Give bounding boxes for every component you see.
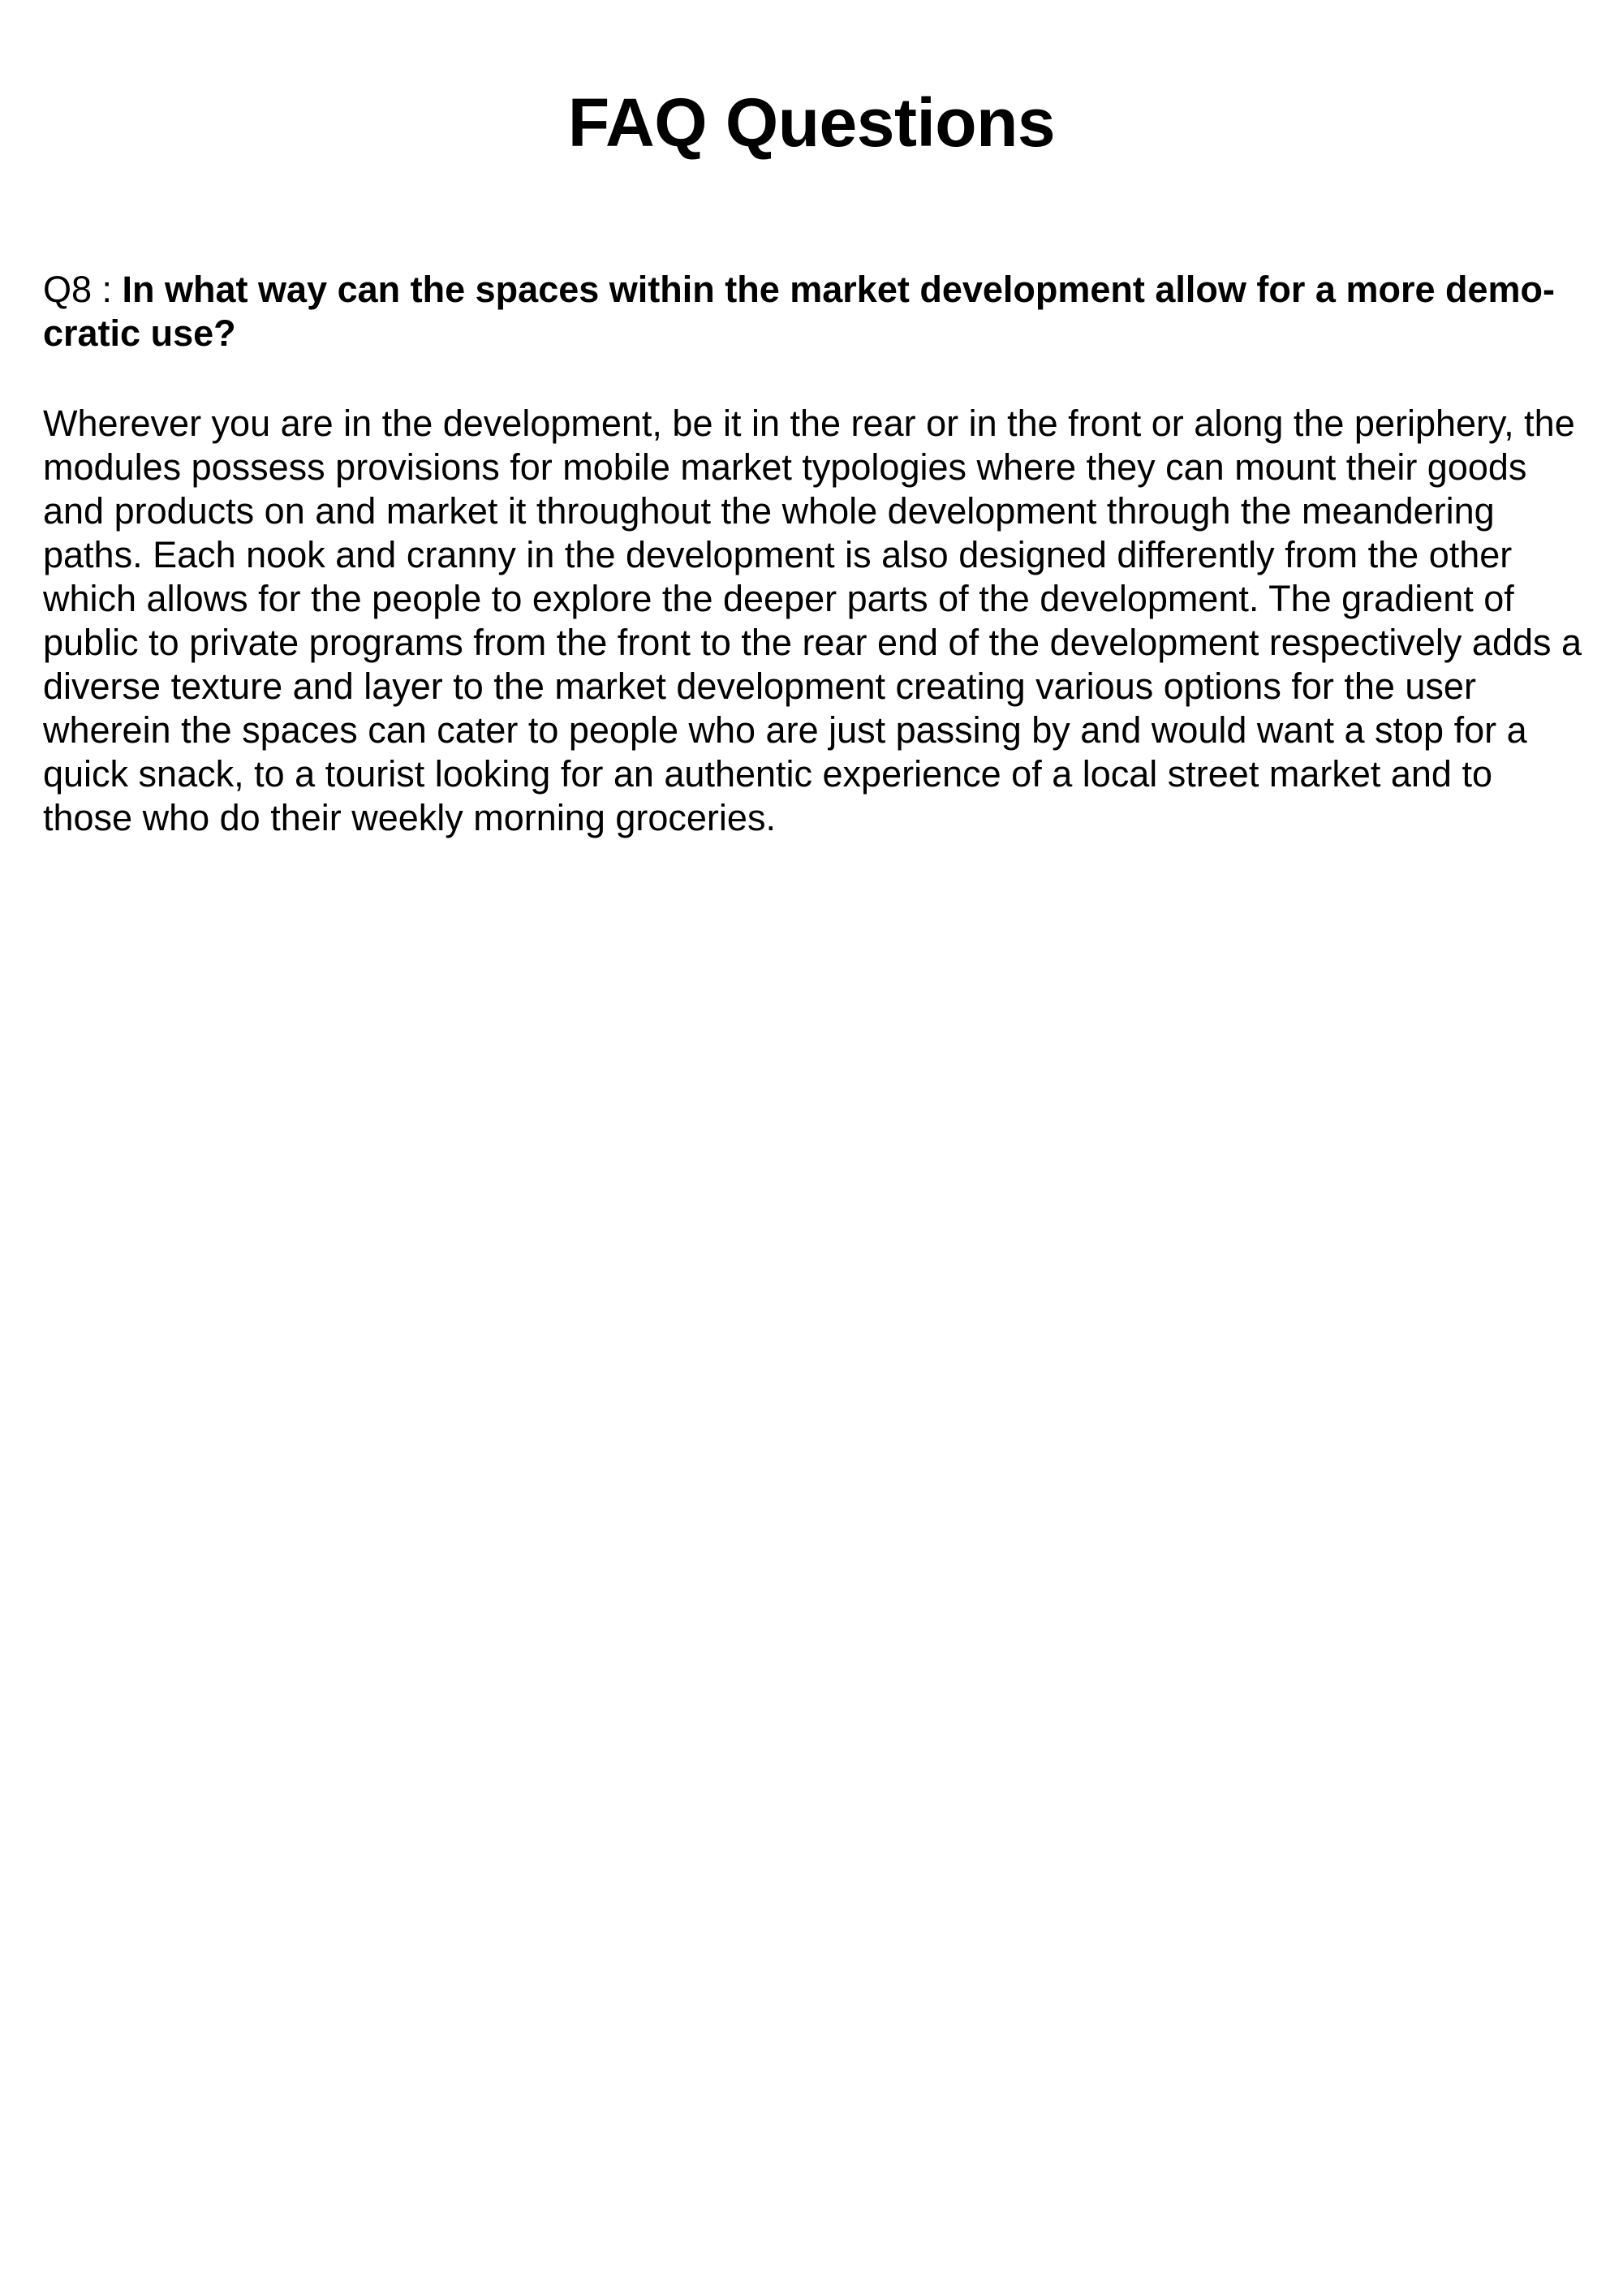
answer-line: wherein the spaces can cater to people who are just passing by and would want a stop for a [43, 709, 1527, 751]
faq-question [43, 268, 1585, 355]
question-text-line-2: cratic use? [43, 312, 236, 354]
answer-line: paths. Each nook and cranny in the development is also designed differently from the other [43, 534, 1513, 575]
question-text-line-1: In what way can the spaces within the market development allow for a more demo- [122, 269, 1555, 310]
answer-line: quick snack, to a tourist looking for an authentic experience of a local street market and to [43, 753, 1492, 795]
answer-line: modules possess provisions for mobile market typologies where they can mount their goods [43, 446, 1527, 488]
page-title: FAQ Questions [567, 84, 1056, 161]
answer-line: which allows for the people to explore the deeper parts of the development. The gradient of [43, 578, 1514, 619]
answer-line: public to private programs from the front to the rear end of the development respectively adds a [43, 622, 1582, 663]
answer-line: and products on and market it throughout the whole development through the meandering [43, 490, 1495, 532]
answer-line: Wherever you are in the development, be it in the rear or in the front or along the periphery, the [43, 403, 1575, 444]
faq-answer [43, 402, 1597, 840]
answer-line: those who do their weekly morning groceries. [43, 797, 776, 838]
answer-line: diverse texture and layer to the market development creating various options for the user [43, 666, 1476, 707]
question-separator: : [92, 269, 123, 310]
question-number: Q8 [43, 269, 93, 310]
